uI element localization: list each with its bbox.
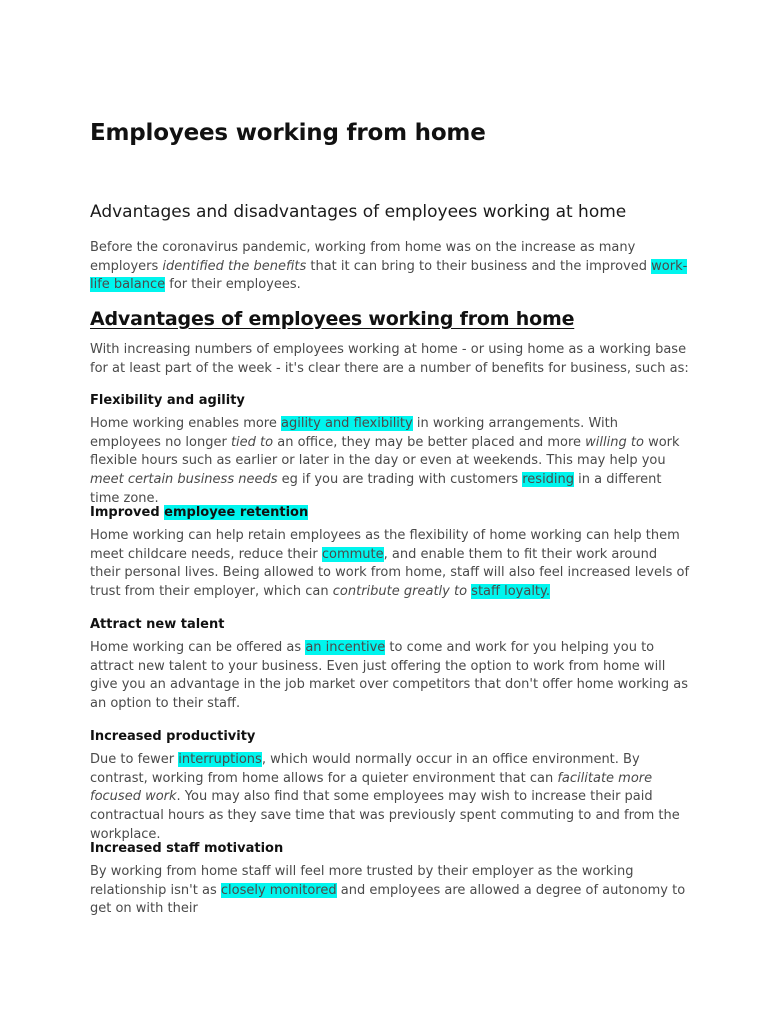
highlight-interruptions: interruptions — [178, 752, 262, 767]
highlight-work-life-balance: work-life balance — [90, 258, 688, 293]
motivation-paragraph: By working from home staff will feel more trusted by their employer as the working relationship isn't as closely monitored and employees are allowed a degree of autonomy to get on with their — [90, 864, 686, 917]
highlight-closely-monitored: closely monitored — [220, 882, 337, 898]
highlight-employee-retention: employee retention — [164, 505, 309, 520]
highlight-incentive: an incentive — [305, 640, 386, 655]
talent-paragraph: Home working can be offered as an incentive to come and work for you helping you to attract new talent to your business. Even just offering the option to work from home will give you an advantage in the job market over competitors that don't offer home working as an option to their staff. — [90, 640, 689, 712]
retention-paragraph: Home working can help retain employees as the flexibility of home working can help them meet childcare needs, reduce their commute, and enable them to fit their work around their personal lives. Being allowed to work from home, staff will also feel increased levels of trust from their employer, which can contribute greatly to staff loyalty. — [90, 528, 690, 600]
intro-paragraph: Before the coronavirus pandemic, working from home was on the increase as many employers identified the benefits that it can bring to their business and the improved work-life balance for their employees. — [90, 240, 688, 293]
highlight-residing: residing — [522, 472, 575, 488]
subheading-retention: Improved employee retention — [90, 505, 309, 520]
highlight-agility: agility and flexibility — [281, 416, 413, 431]
page-title: Employees working from home — [90, 120, 486, 146]
highlight-commute: commute — [321, 546, 384, 562]
subheading-productivity: Increased productivity — [90, 729, 256, 744]
section-heading: Advantages of employees working from home — [90, 308, 575, 330]
subheading-talent: Attract new talent — [90, 617, 225, 632]
section-lead-paragraph: With increasing numbers of employees working at home - or using home as a working base for at least part of the week - it's clear there are a number of benefits for business, such as: — [90, 342, 689, 376]
productivity-paragraph: Due to fewer interruptions, which would normally occur in an office environment. By contrast, working from home allows for a quieter environment that can facilitate more focused work. You may also find that some employees may wish to increase their paid contractual hours as they save time that was previously spent commuting to and from the workplace. — [90, 752, 680, 842]
page-subtitle: Advantages and disadvantages of employees working at home — [90, 202, 627, 222]
subheading-motivation: Increased staff motivation — [90, 841, 284, 856]
subheading-flexibility: Flexibility and agility — [90, 393, 245, 408]
flexibility-paragraph: Home working enables more agility and flexibility in working arrangements. With employees no longer tied to an office, they may be better placed and more willing to work flexible hours such as earlier or later in the day or even at weekends. This may help you meet certain business needs eg if you are trading with customers residing in a different time zone. — [90, 416, 680, 506]
highlight-staff-loyalty: staff loyalty. — [471, 584, 551, 600]
